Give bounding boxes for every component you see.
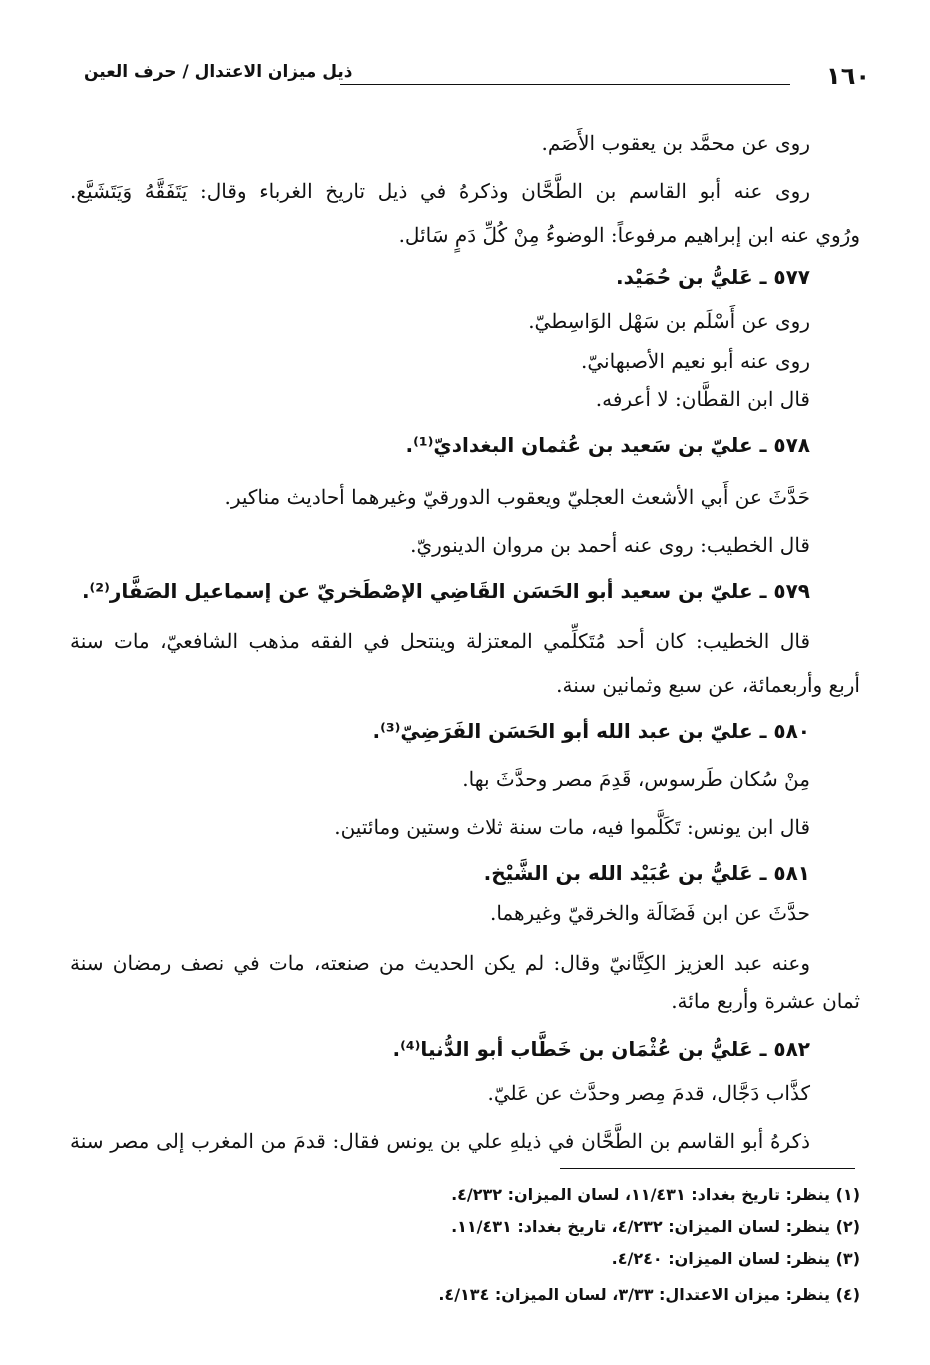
text-line: روى عن محمَّد بن يعقوب الأَصَم. [541, 131, 810, 155]
entry-heading-579: ٥٧٩ ـ عليّ بن سعيد أبو الحَسَن القَاضِي الإصْطَخريّ عن إسماعيل الصَفَّار⁽²⁾. [81, 579, 810, 603]
text-line: حدَّثَ عن ابن فَضَالَة والخرقيّ وغيرهما. [489, 901, 810, 925]
footnote-rule [560, 1168, 855, 1169]
entry-heading-582: ٥٨٢ ـ عَليُّ بن عُثْمَان بن خَطَّاب أبو الدُّنيا⁽⁴⁾. [392, 1037, 810, 1061]
text-line: ثمان عشرة وأربع مائة. [671, 989, 860, 1013]
entry-heading-577: ٥٧٧ ـ عَليُّ بن حُمَيْد. [615, 265, 810, 289]
text-line: ورُوي عنه ابن إبراهيم مرفوعاً: الوضوءُ مِنْ كُلِّ دَمٍ سَائل. [398, 223, 860, 247]
text-line: ذكرهُ أبو القاسم بن الطَّحَّان في ذيلهِ علي بن يونس فقال: قدمَ من المغرب إلى مصر سنة [70, 1129, 810, 1153]
text-line: روى عنه أبو نعيم الأصبهانيّ. [581, 349, 810, 373]
text-line: حَدَّثَ عن أَبي الأشعث العجليّ ويعقوب الدورقيّ وغيرهما أحاديث مناكير. [224, 485, 810, 509]
text-line: قال ابن القطَّان: لا أعرفه. [595, 387, 810, 411]
footnote-1: (١) ينظر: تاريخ بغداد: ١١/٤٣١، لسان الميزان: ٤/٢٣٢. [451, 1185, 860, 1204]
text-line: أربع وأربعمائة، عن سبع وثمانين سنة. [556, 673, 860, 697]
text-line: مِنْ سُكان طَرسوس، قَدِمَ مصر وحدَّثَ بها. [462, 767, 810, 791]
page-number: ١٦٠ [826, 62, 870, 90]
text-line: وعنه عبد العزيز الكِتَّانيّ وقال: لم يكن الحديث من صنعته، مات في نصف رمضان سنة [70, 951, 810, 975]
entry-heading-580: ٥٨٠ ـ عليّ بن عبد الله أبو الحَسَن الفَرَضِيّ⁽³⁾. [372, 719, 810, 743]
footnote-2: (٢) ينظر: لسان الميزان: ٤/٢٣٢، تاريخ بغداد: ١١/٤٣١. [451, 1217, 860, 1236]
entry-heading-578: ٥٧٨ ـ عليّ بن سَعيد بن عُثمان البغداديّ⁽¹⁾. [405, 433, 810, 457]
footnote-3: (٣) ينظر: لسان الميزان: ٤/٢٤٠. [611, 1249, 860, 1268]
footnote-4: (٤) ينظر: ميزان الاعتدال: ٣/٣٣، لسان الميزان: ٤/١٣٤. [438, 1285, 860, 1304]
text-line: روى عنه أبو القاسم بن الطَّحَّان وذكرهُ في ذيل تاريخ الغرباء وقال: يَتَفَقَّهُ وَيَتَشَيَّع. [70, 179, 810, 203]
text-line: قال الخطيب: كان أحد مُتَكلِّمي المعتزلة وينتحل في الفقه مذهب الشافعيّ، مات سنة [70, 629, 810, 653]
running-title: ذيل ميزان الاعتدال / حرف العين [80, 62, 353, 82]
text-line: قال الخطيب: روى عنه أحمد بن مروان الدينوريّ. [410, 533, 810, 557]
text-line: روى عن أَسْلَم بن سَهْل الوَاسِطيّ. [528, 309, 810, 333]
text-line: كذَّاب دَجَّال، قدمَ مِصر وحدَّث عن عَليّ. [487, 1081, 810, 1105]
entry-heading-581: ٥٨١ ـ عَليُّ بن عُبَيْد الله بن الشَّيْخ. [483, 861, 810, 885]
text-line: قال ابن يونس: تَكَلَّموا فيه، مات سنة ثلاث وستين ومائتين. [334, 815, 810, 839]
